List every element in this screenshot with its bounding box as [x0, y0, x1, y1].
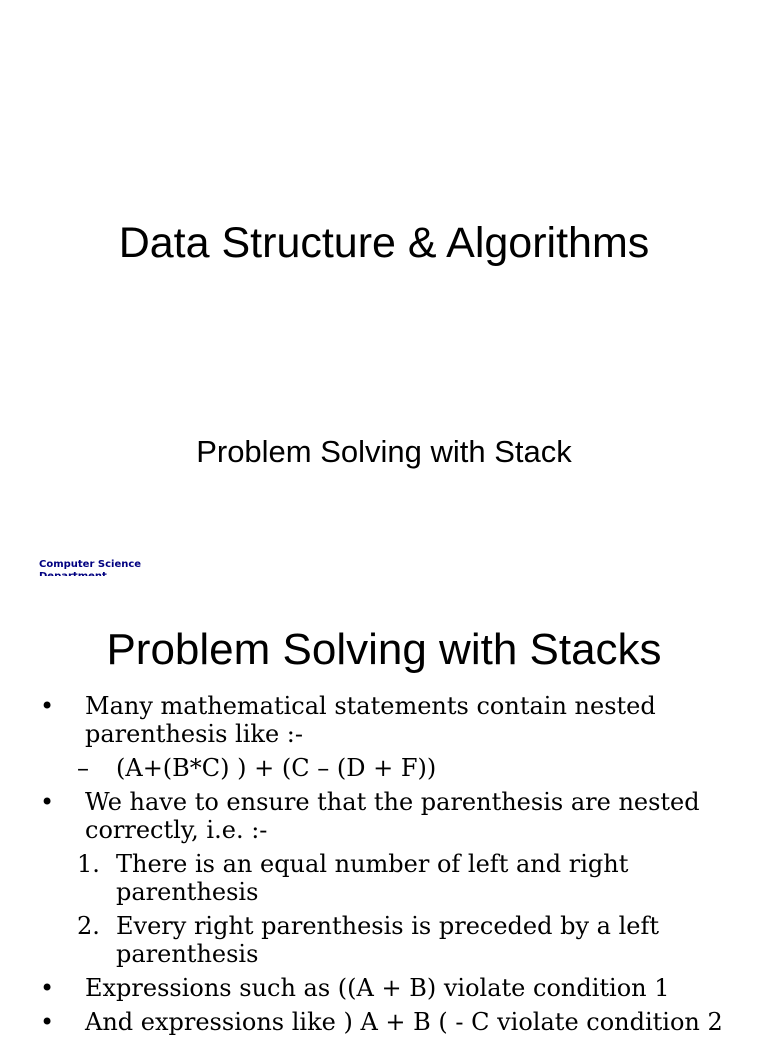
dash-marker: –: [77, 754, 89, 782]
list-item: [0, 912, 768, 968]
slide-subtitle: Problem Solving with Stack: [196, 434, 572, 469]
list-item: [0, 754, 768, 782]
department-label: Computer Science: [39, 559, 142, 570]
bullet-marker: •: [40, 1008, 55, 1036]
list-item: [0, 788, 768, 844]
bullet-list: [0, 692, 768, 1042]
list-item-text: Expressions such as ((A + B) violate condition 1: [85, 974, 670, 1002]
number-marker: 2.: [77, 912, 100, 940]
list-item: [0, 1008, 768, 1036]
list-item-text: (A+(B*C) ) + (C – (D + F)): [116, 754, 437, 782]
list-item-text: And expressions like ) A + B ( - C violate condition 2: [85, 1008, 723, 1036]
bullet-marker: •: [40, 974, 55, 1002]
list-item: [0, 974, 768, 1002]
number-marker: 1.: [77, 850, 100, 878]
content-slide: [0, 576, 768, 1036]
list-item-text: We have to ensure that the parenthesis are nested correctly, i.e. :-: [85, 788, 700, 844]
list-item-text: There is an equal number of left and right parenthesis: [116, 850, 629, 906]
bullet-marker: •: [40, 788, 55, 816]
bullet-marker: •: [40, 692, 55, 720]
list-item-text: Every right parenthesis is preceded by a left parenthesis: [116, 912, 659, 968]
content-slide-title: Problem Solving with Stacks: [106, 625, 662, 674]
list-item-text: Many mathematical statements contain nested parenthesis like :-: [85, 692, 656, 748]
list-item: [0, 692, 768, 748]
list-item: [0, 850, 768, 906]
slide-title: Data Structure & Algorithms: [118, 219, 650, 267]
